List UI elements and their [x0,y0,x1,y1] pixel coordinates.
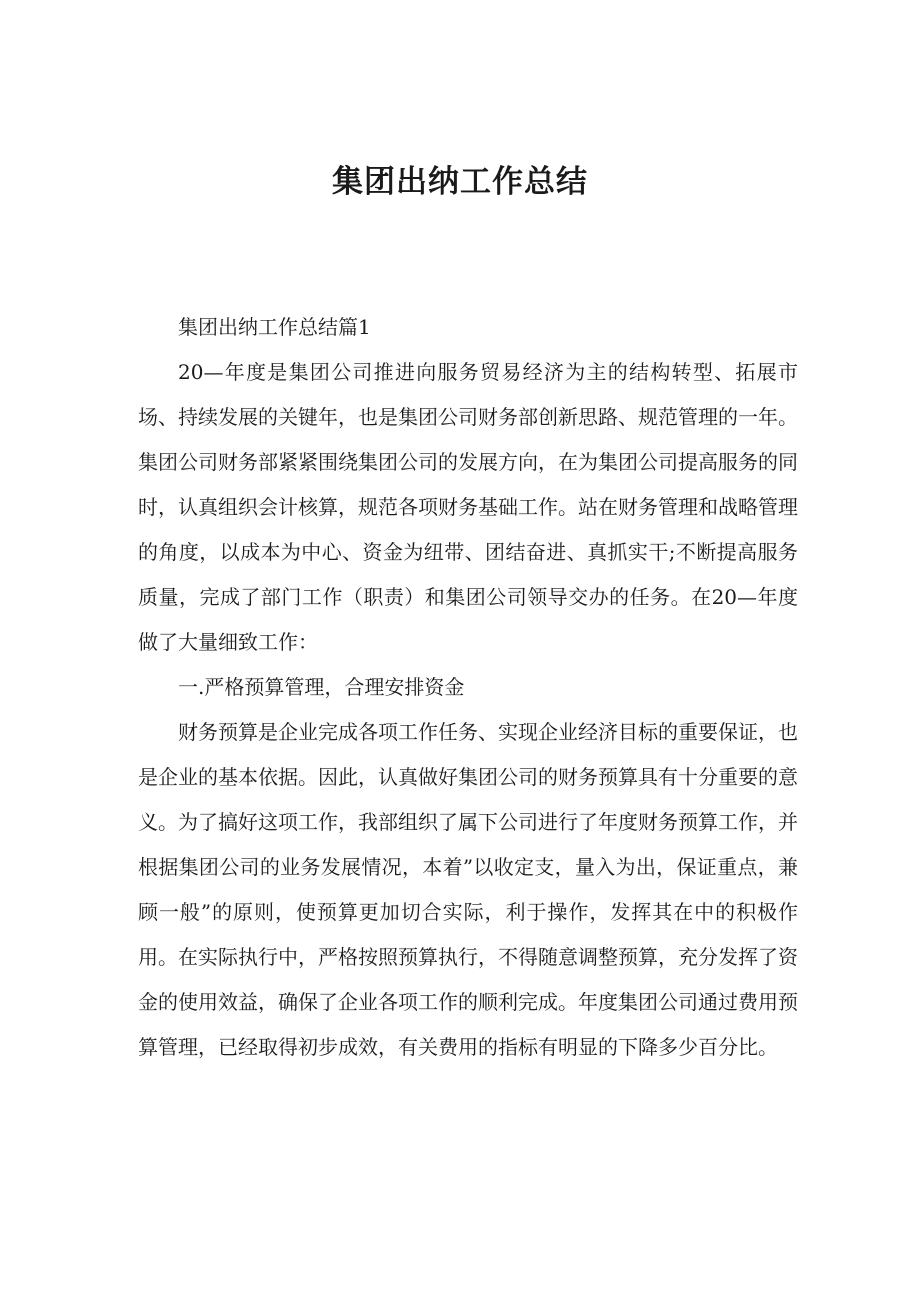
document-body [138,305,798,1070]
document-title: 集团出纳工作总结 [332,164,588,200]
paragraph-budget: 财务预算是企业完成各项工作任务、实现企业经济目标的重要保证，也是企业的基本依据。因此，认真做好集团公司的财务预算具有十分重要的意义。为了搞好这项工作，我部组织了属下公司进行了年度财务预算工作，并根据集团公司的业务发展情况，本着”以收定支，量入为出，保证重点，兼顾一般”的原则，使预算更加切合实际，利于操作，发挥其在中的积极作用。在实际执行中，严格按照预算执行，不得随意调整预算，充分发挥了资金的使用效益，确保了企业各项工作的顺利完成。年度集团公司通过费用预算管理，已经取得初步成效，有关费用的指标有明显的下降多少百分比。 [138,720,798,1059]
paragraph-intro: 20—年度是集团公司推进向服务贸易经济为主的结构转型、拓展市场、持续发展的关键年，也是集团公司财务部创新思路、规范管理的一年。集团公司财务部紧紧围绕集团公司的发展方向，在为集团公司提高服务的同时，认真组织会计核算，规范各项财务基础工作。站在财务管理和战略管理的角度，以成本为中心、资金为纽带、团结奋进、真抓实干;不断提高服务质量，完成了部门工作（职责）和集团公司领导交办的任务。在20—年度做了大量细致工作： [138,360,798,654]
section-heading-1: 集团出纳工作总结篇1 [178,315,371,339]
subsection-heading-1: 一.严格预算管理，合理安排资金 [178,675,465,699]
